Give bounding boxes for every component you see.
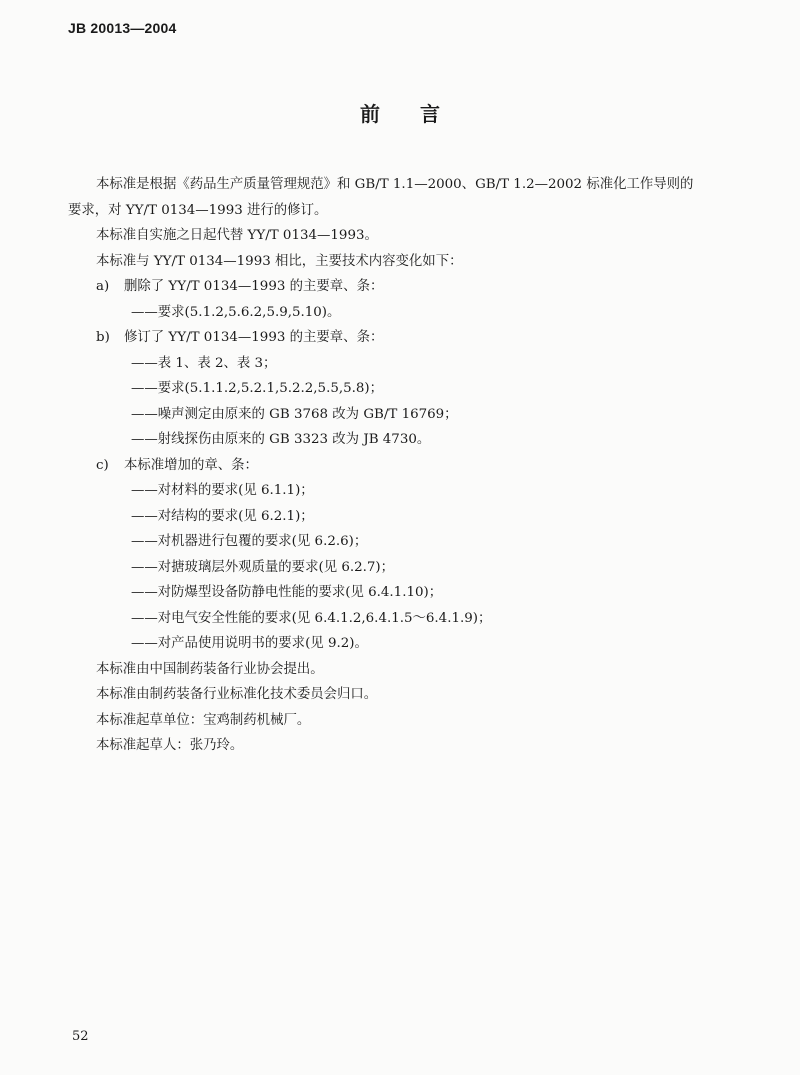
page-title: 前言 [360, 102, 480, 126]
sub-item: ——对产品使用说明书的要求(见 9.2)。 [131, 636, 368, 651]
paragraph-administered-by: 本标准由制药装备行业标准化技术委员会归口。 [96, 687, 378, 702]
list-marker: a) [96, 279, 110, 294]
sub-item: ——要求(5.1.1.2,5.2.1,5.2.2,5.5,5.8)； [131, 381, 384, 396]
list-item-c [68, 453, 748, 479]
page-number: 52 [72, 1029, 89, 1044]
foreword-body [68, 172, 748, 759]
paragraph-basis-line1: 本标准是根据《药品生产质量管理规范》和 GB/T 1.1—2000、GB/T 1.2—2002 标准化工作导则的 [96, 177, 694, 192]
paragraph-basis-line2: 要求，对 YY/T 0134—1993 进行的修订。 [68, 202, 328, 218]
paragraph-changes-intro: 本标准与 YY/T 0134—1993 相比，主要技术内容变化如下： [96, 253, 463, 269]
sub-item: ——噪声测定由原来的 GB 3768 改为 GB/T 16769； [131, 406, 458, 422]
sub-item: ——表 1、表 2、表 3； [131, 355, 277, 371]
list-item-text: 本标准增加的章、条： [124, 457, 258, 473]
sub-item: ——对机器进行包覆的要求(见 6.2.6)； [131, 534, 368, 549]
standard-code-header: JB 20013—2004 [68, 20, 177, 36]
list-marker: b) [96, 330, 110, 345]
sub-item: ——对电气安全性能的要求(见 6.4.1.2,6.4.1.5～6.4.1.9)； [131, 610, 492, 626]
sub-item: ——对防爆型设备防静电性能的要求(见 6.4.1.10)； [131, 585, 443, 600]
paragraph-drafting-unit: 本标准起草单位：宝鸡制药机械厂。 [96, 712, 311, 728]
sub-item: ——射线探伤由原来的 GB 3323 改为 JB 4730。 [131, 432, 431, 447]
sub-item: ——对搪玻璃层外观质量的要求(见 6.2.7)； [131, 559, 395, 575]
paragraph-drafter: 本标准起草人：张乃玲。 [96, 738, 244, 753]
list-item-b [68, 325, 748, 351]
sub-item: ——要求(5.1.2,5.6.2,5.9,5.10)。 [131, 304, 341, 320]
list-item-text: 修订了 YY/T 0134—1993 的主要章、条： [124, 330, 384, 345]
paragraph-replaces: 本标准自实施之日起代替 YY/T 0134—1993。 [96, 228, 378, 243]
sub-item: ——对材料的要求(见 6.1.1)； [131, 483, 314, 498]
list-marker: c) [96, 457, 109, 473]
list-item-a [68, 274, 748, 300]
sub-item: ——对结构的要求(见 6.2.1)； [131, 508, 314, 524]
list-item-text: 删除了 YY/T 0134—1993 的主要章、条： [124, 279, 384, 294]
paragraph-proposed-by: 本标准由中国制药装备行业协会提出。 [96, 661, 324, 677]
